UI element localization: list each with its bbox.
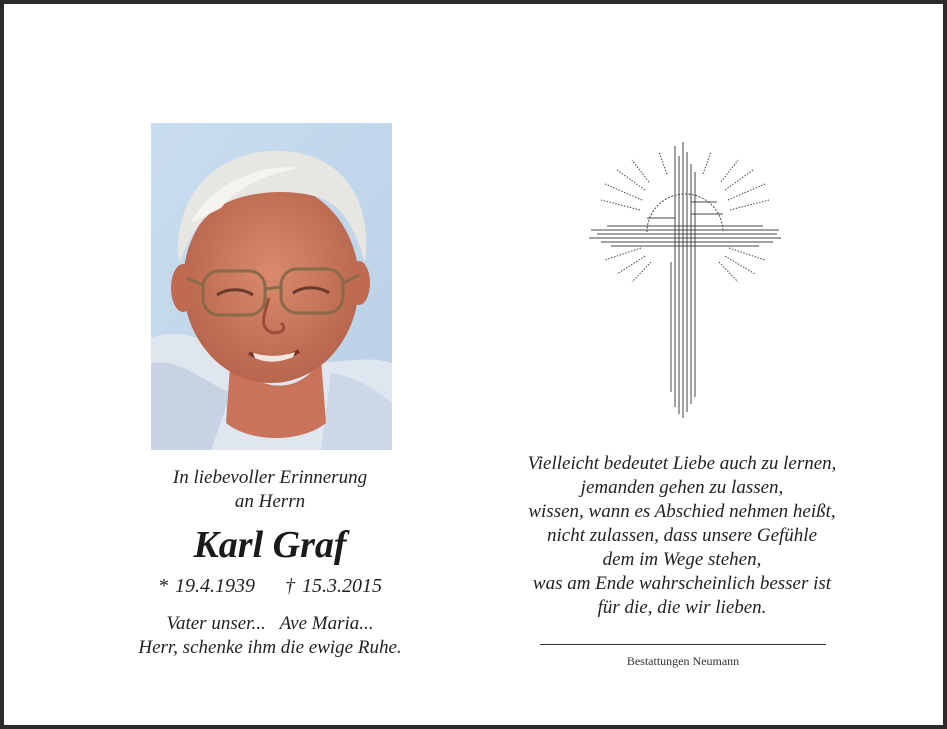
prayer-line: Herr, schenke ihm die ewige Ruhe. xyxy=(138,637,402,658)
dedication-text xyxy=(114,466,426,514)
life-dates xyxy=(114,573,426,599)
poem-line: was am Ende wahrscheinlich besser ist xyxy=(532,573,832,594)
divider xyxy=(540,644,826,645)
radiant-cross-icon xyxy=(587,142,783,420)
poem-line: Vielleicht bedeutet Liebe auch zu lernen, xyxy=(527,453,837,474)
poem-line: für die, die wir lieben. xyxy=(597,597,767,618)
prayer-line: Vater unser... Ave Maria... xyxy=(166,613,374,634)
prayer-text xyxy=(99,612,441,660)
poem-line: nicht zulassen, dass unsere Gefühle xyxy=(546,525,818,546)
deceased-name: Karl Graf xyxy=(193,524,347,566)
portrait-image xyxy=(151,123,392,450)
intro-line: an Herrn xyxy=(234,491,306,512)
undertaker-name: Bestattungen Neumann xyxy=(626,654,740,668)
poem-line: dem im Wege stehen, xyxy=(602,549,762,570)
poem-line: jemanden gehen zu lassen, xyxy=(580,477,784,498)
portrait-photo xyxy=(151,123,392,450)
intro-line: In liebevoller Erinnerung xyxy=(172,467,368,488)
poem-text xyxy=(482,452,882,620)
poem-line: wissen, wann es Abschied nehmen heißt, xyxy=(528,501,836,522)
birth-date: * 19.4.1939 xyxy=(158,575,255,597)
death-date: † 15.3.2015 xyxy=(285,575,382,597)
